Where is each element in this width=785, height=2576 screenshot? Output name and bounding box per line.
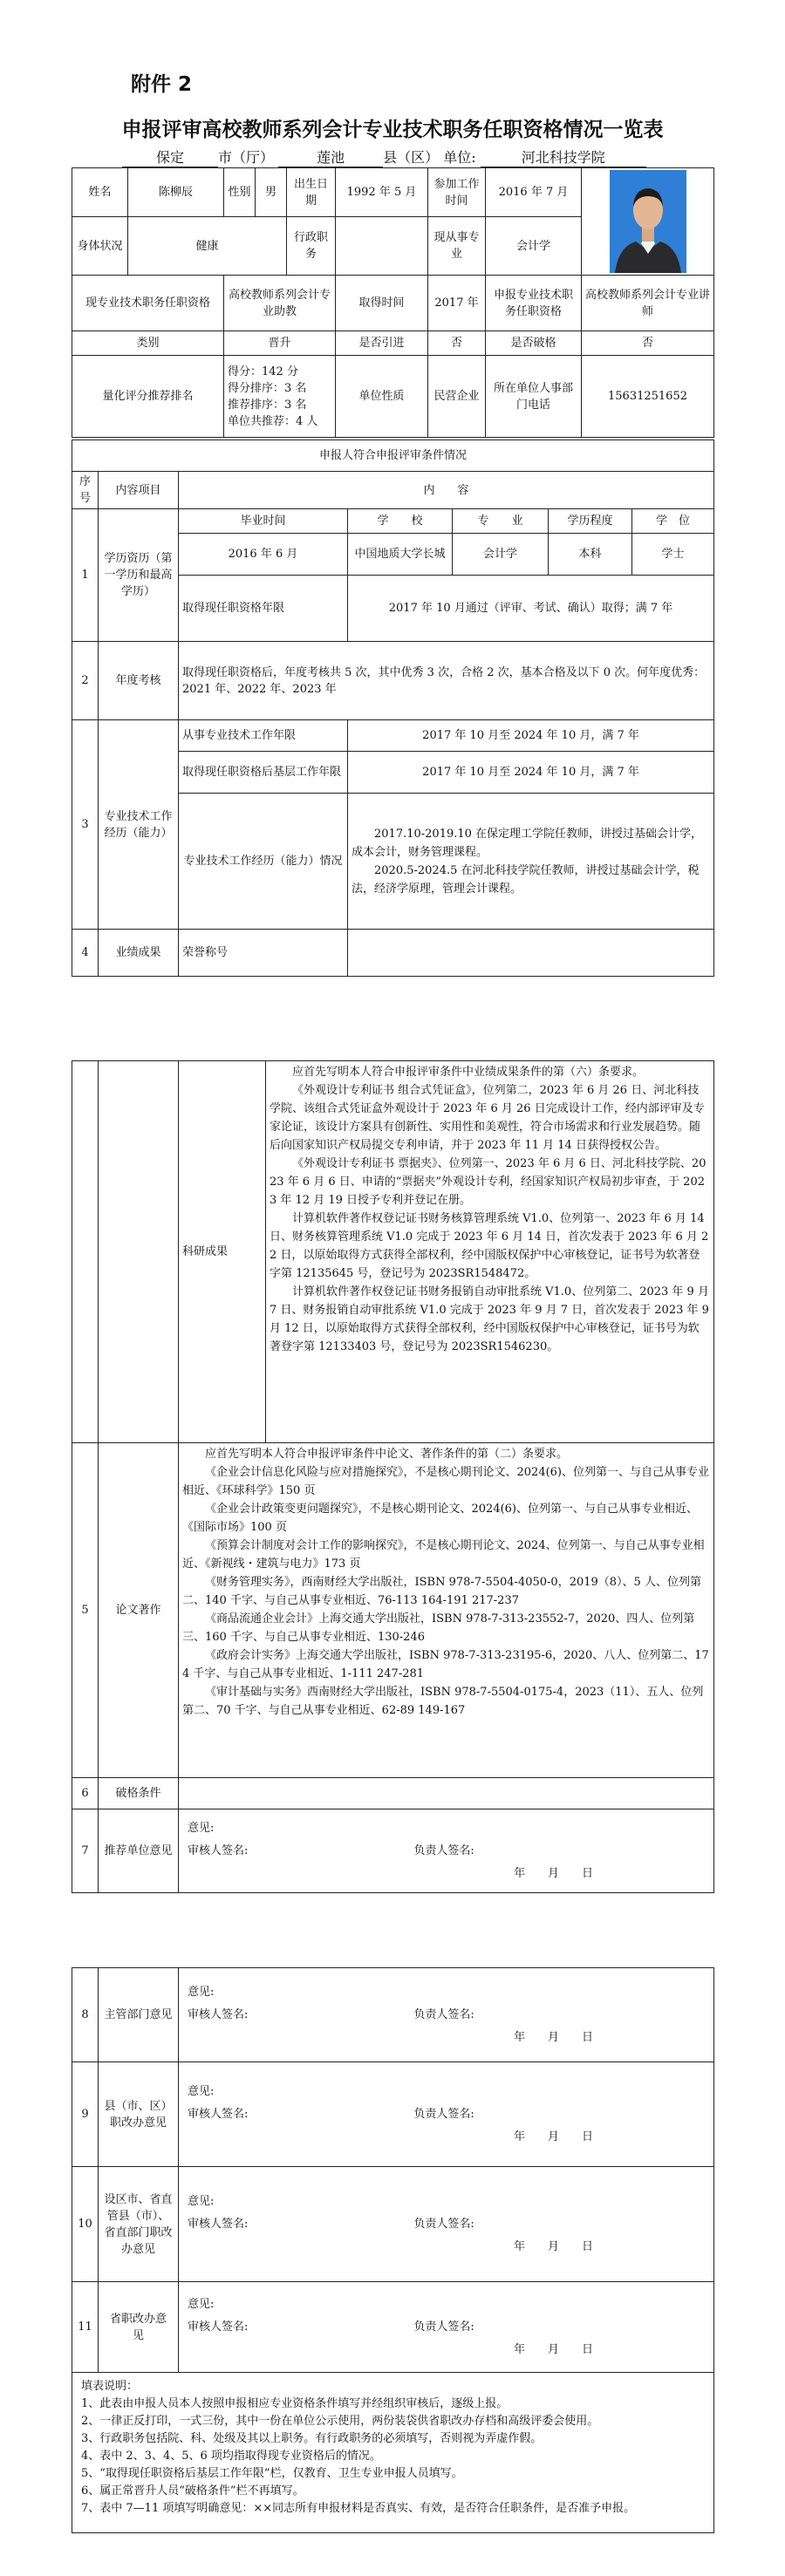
paper-line: 应首先写明本人符合申报评审条件中论文、著作条件的第（二）条要求。 — [205, 1448, 569, 1461]
score-label: 量化评分推荐排名 — [72, 356, 224, 438]
date-line: 年 月 日 — [514, 2030, 594, 2044]
obtain-time-value: 2017 年 — [428, 276, 486, 331]
paper-line: 《企业会计信息化风险与应对措施探究》，不是核心期刊论文、2024(6)、位列第一、与自己从事专业相近、《环球科学》150 页 — [182, 1466, 709, 1497]
research-para: 计算机软件著作权登记证书财务报销自动审批系统 V1.0、位列第二、2023 年 9 月 7 日、财务报销自动审批系统 V1.0 完成于 2023 年 9 月 7 日，首次发表于 2023 年 9 月 12 日，以原始取得方式获得全部权利，经中国版权保护中心审核登记，证书号为软著登字第 12133403 号，登记号为 2023SR1546230。 — [270, 1285, 709, 1353]
score-line: 推荐排序：3 名 — [228, 398, 307, 412]
county-opinion — [179, 2062, 714, 2167]
birth-value: 1992 年 5 月 — [336, 168, 428, 217]
name-value: 陈柳辰 — [128, 168, 224, 217]
note-item: 2、一律正反打印，一式三份，其中一份在单位公示使用，两份装袋供省职改办存档和高级评委会使用。 — [81, 2415, 599, 2428]
score-line: 得分排序：3 名 — [228, 381, 307, 395]
row-8-label: 主管部门意见 — [99, 1968, 179, 2062]
introduced-value: 否 — [428, 331, 486, 356]
content-header: 内 容 — [179, 472, 714, 509]
reviewer-sign-label: 审核人签名: — [188, 2007, 249, 2021]
research-item — [99, 1061, 179, 1443]
work-start-label: 参加工作时间 — [428, 168, 486, 217]
date-line: 年 月 日 — [514, 2130, 594, 2143]
apply-title-label: 申报专业技术职务任职资格 — [486, 276, 582, 331]
admin-value — [336, 217, 428, 276]
paper-line: 《财务管理实务》，西南财经大学出版社，ISBN 978-7-5504-4050-0，2019（8）、5 人、位列第二、140 千字、与自己从事专业相近、76-113 164-191 217-237 — [182, 1576, 701, 1607]
grassroots-years-label: 取得现任职资格后基层工作年限 — [179, 752, 348, 794]
reviewer-sign-label: 审核人签名: — [188, 2320, 249, 2334]
row-3-label: 专业技术工作经历（能力） — [99, 720, 179, 930]
signature-line — [182, 2103, 710, 2126]
row-11-label: 省职改办意 见 — [99, 2282, 179, 2373]
date-line: 年 月 日 — [514, 2239, 594, 2253]
document-title: 申报评审高校教师系列会计专业技术职务任职资格情况一览表 — [121, 119, 664, 141]
work-start-value: 2016 年 7 月 — [486, 168, 582, 217]
research-seq — [72, 1061, 99, 1443]
row-2-label: 年度考核 — [99, 642, 179, 720]
score-values — [224, 356, 336, 438]
category-value: 晋升 — [224, 331, 336, 356]
research-para: 《外观设计专利证书 组合式凭证盒》，位列第二，2023 年 6 月 26 日、河北科技学院、该组合式凭证盒外观设计于 2023 年 6 月 26 日完成设计工作，经内部评审及专家论证，该设计方案具有创新性、实用性和美观性，符合市场需求和行业发展趋势。随后向国家知识产权局提交专利申请，并于 2023 年 11 月 14 日获得授权公告。 — [270, 1084, 705, 1152]
opinion-label: 意见: — [188, 1821, 215, 1835]
row-7-seq: 7 — [72, 1809, 99, 1893]
qualification-years-value: 2017 年 10 月通过（评审、考试、确认）取得；满 7 年 — [348, 576, 714, 642]
work-experience-line: 2017.10-2019.10 在保定理工学院任教师，讲授过基础会计学，成本会计，财务管理课程。 — [352, 827, 703, 859]
reviewer-sign-label: 审核人签名: — [188, 1843, 249, 1857]
row-9-seq: 9 — [72, 2062, 99, 2167]
approvals-table — [72, 1967, 714, 2533]
row-3-seq: 3 — [72, 720, 99, 930]
note-item: 1、此表由申报人员本人按照申报相应专业资格条件填写并经组织审核后，逐级上报。 — [81, 2397, 509, 2410]
score-line: 得分：142 分 — [228, 365, 298, 378]
seq-header: 序号 — [72, 472, 99, 509]
signature-line — [182, 2213, 710, 2236]
paper-line: 《审计基础与实务》西南财经大学出版社，ISBN 978-7-5504-0175-4，2023（11）、五人、位列第二、70 千字、与自己从事专业相近、62-89 149-167 — [182, 1686, 704, 1717]
health-value: 健康 — [128, 217, 287, 276]
category-label: 类别 — [72, 331, 224, 356]
row-5-seq: 5 — [72, 1443, 99, 1778]
row-4-label: 业绩成果 — [99, 930, 179, 977]
research-label: 科研成果 — [179, 1061, 266, 1443]
opinion-label: 意见: — [188, 1985, 215, 1999]
applicant-photo — [610, 170, 686, 273]
edu-col-major: 专 业 — [453, 509, 549, 534]
annual-review-text: 取得现任职资格后，年度考核共 5 次，其中优秀 3 次，合格 2 次，基本合格及以下 0 次。何年度优秀：2021 年、2022 年、2023 年 — [179, 642, 714, 720]
county-label: 县（区） — [383, 149, 440, 166]
unit-label: 单位: — [443, 149, 476, 166]
research-para: 应首先写明本人符合申报评审条件中业绩成果条件的第（六）条要求。 — [292, 1066, 645, 1079]
leader-sign-label: 负责人签名: — [413, 2007, 474, 2021]
major-label: 现从事专业 — [428, 217, 486, 276]
sex-label: 性别 — [224, 168, 256, 217]
hr-phone-label: 所在单位人事部门电话 — [486, 356, 582, 438]
obtain-time-label: 取得时间 — [336, 276, 428, 331]
reviewer-sign-label: 审核人签名: — [188, 2107, 249, 2121]
score-line: 单位共推荐：4 人 — [228, 414, 318, 428]
date-line: 年 月 日 — [514, 2342, 594, 2356]
unit-nature-label: 单位性质 — [336, 356, 428, 438]
row-5-label: 论文著作 — [99, 1443, 179, 1778]
unit-nature-value: 民营企业 — [428, 356, 486, 438]
conditions-table — [72, 440, 714, 977]
research-para: 计算机软件著作权登记证书财务核算管理系统 V1.0、位列第一、2023 年 6 月 14 日、财务核算管理系统 V1.0 完成于 2023 年 6 月 14 日，首次发表于 2023 年 6 月 22 日，以原始取得方式获得全部权利，经中国版权保护中心审核登记，证书号为软著登字第 12135645 号，登记号为 2023SR1548472。 — [270, 1212, 709, 1280]
edu-graduation: 2016 年 6 月 — [179, 534, 348, 576]
research-text — [266, 1061, 714, 1443]
row-6-seq: 6 — [72, 1778, 99, 1809]
signature-line — [182, 2316, 710, 2339]
row-1-label: 学历资历（第一学历和最高学历） — [99, 509, 179, 642]
work-experience-label: 专业技术工作经历（能力）情况 — [179, 794, 348, 930]
work-experience-text — [348, 794, 714, 930]
unit-value: 河北科技学院 — [481, 147, 646, 167]
leader-sign-label: 负责人签名: — [413, 2107, 474, 2121]
paper-line: 《预算会计制度对会计工作的影响探究》，不是核心期刊论文、2024、位列第一、与自己从事专业相近、《新视线・建筑与电力》173 页 — [182, 1539, 705, 1571]
qualification-years-label: 取得现任职资格年限 — [179, 576, 348, 642]
edu-degree: 学士 — [632, 534, 714, 576]
notes-title: 填表说明： — [81, 2380, 139, 2393]
row-8-seq: 8 — [72, 1968, 99, 2062]
row-10-label: 设区市、省直管县（市）、省直部门职改办意见 — [99, 2167, 179, 2282]
date-line: 年 月 日 — [514, 1866, 594, 1880]
row-10-seq: 10 — [72, 2167, 99, 2282]
health-label: 身体状况 — [72, 217, 128, 276]
fill-instructions — [72, 2373, 714, 2533]
work-years-label: 从事专业技术工作年限 — [179, 720, 348, 752]
apply-title-value: 高校教师系列会计专业讲师 — [582, 276, 714, 331]
edu-col-degree: 学 位 — [632, 509, 714, 534]
county-value: 莲池 — [278, 147, 383, 167]
attachment-label: 附件 2 — [131, 73, 193, 96]
conditions-section-title: 申报人符合申报评审条件情况 — [72, 440, 714, 472]
opinion-label: 意见: — [188, 2194, 215, 2208]
row-2-seq: 2 — [72, 642, 99, 720]
note-item: 6、属正常晋升人员“破格条件”栏不再填写。 — [81, 2484, 304, 2498]
research-achievements-table — [72, 1060, 714, 1443]
work-years-value: 2017 年 10 月至 2024 年 10 月，满 7 年 — [348, 720, 714, 752]
paper-line: 《企业会计政策变更问题探究》，不是核心期刊论文、2024(6)、位列第一、与自己从事专业相近、《国际市场》100 页 — [182, 1503, 698, 1534]
recommend-opinion — [179, 1809, 714, 1893]
note-item: 5、“取得现任职资格后基层工作年限”栏，仅教育、卫生专业申报人员填写。 — [81, 2467, 463, 2480]
papers-text — [179, 1443, 714, 1778]
introduced-label: 是否引进 — [336, 331, 428, 356]
row-4-seq: 4 — [72, 930, 99, 977]
row-1-seq: 1 — [72, 509, 99, 642]
current-title-value: 高校教师系列会计专业助教 — [224, 276, 336, 331]
papers-table — [72, 1442, 714, 1893]
leader-sign-label: 负责人签名: — [413, 2217, 474, 2231]
row-6-label: 破格条件 — [99, 1778, 179, 1809]
signature-line — [182, 2004, 710, 2027]
edu-level: 本科 — [549, 534, 632, 576]
edu-school: 中国地质大学长城 — [348, 534, 453, 576]
row-7-label: 推荐单位意见 — [99, 1809, 179, 1893]
honor-value — [348, 930, 714, 977]
honor-label: 荣誉称号 — [179, 930, 348, 977]
paper-line: 《商品流通企业会计》上海交通大学出版社，ISBN 978-7-313-23552-7，2020、四人、位列第三、160 千字、与自己从事专业相近、130-246 — [182, 1612, 695, 1644]
name-label: 姓名 — [72, 168, 128, 217]
signature-line — [182, 1840, 710, 1863]
work-experience-line: 2020.5-2024.5 在河北科技学院任教师，讲授过基础会计学，税法，经济学原理，管理会计课程。 — [352, 863, 700, 896]
note-item: 3、行政职务包括院、科、处级及其以上职务。有行政职务的必须填写，否则视为弄虚作假。 — [81, 2432, 543, 2445]
edu-col-school: 学 校 — [348, 509, 453, 534]
major-value: 会计学 — [486, 217, 582, 276]
photo-cell — [582, 168, 714, 276]
row-9-label: 县（市、区）职改办意见 — [99, 2062, 179, 2167]
note-item: 7、表中 7—11 项填写明确意见：××同志所有申报材料是否真实、有效，是否符合任职条件，是否准予申报。 — [81, 2502, 636, 2515]
location-line — [122, 147, 689, 167]
leader-sign-label: 负责人签名: — [413, 1843, 474, 1857]
research-para: 《外观设计专利证书 票据夹》、位列第一、2023 年 6 月 6 日、河北科技学院、2023 年 6 月 6 日、申请的“票据夹”外观设计专利，经国家知识产权局初步审查，于 2023 年 12 月 19 日授予专利并登记在册。 — [270, 1157, 706, 1207]
exceptional-label: 是否破格 — [486, 331, 582, 356]
current-title-label: 现专业技术职务任职资格 — [72, 276, 224, 331]
opinion-label: 意见: — [188, 2297, 215, 2311]
edu-col-level: 学历程度 — [549, 509, 632, 534]
edu-col-graduation: 毕业时间 — [179, 509, 348, 534]
item-header: 内容项目 — [99, 472, 179, 509]
hr-phone-value: 15631251652 — [582, 356, 714, 438]
exceptional-value: 否 — [582, 331, 714, 356]
paper-line: 《政府会计实务》上海交通大学出版社，ISBN 978-7-313-23195-6，2020、八人、位列第二、174 千字、与自己从事专业相近、1-111 247-281 — [182, 1649, 709, 1680]
province-opinion — [179, 2282, 714, 2373]
basic-info-table — [72, 167, 714, 438]
reviewer-sign-label: 审核人签名: — [188, 2217, 249, 2231]
edu-major: 会计学 — [453, 534, 549, 576]
grassroots-years-value: 2017 年 10 月至 2024 年 10 月，满 7 年 — [348, 752, 714, 794]
city-opinion — [179, 2167, 714, 2282]
city-label: 市（厅） — [218, 149, 275, 166]
exception-value — [179, 1778, 714, 1809]
portrait-icon — [610, 170, 686, 273]
sex-value: 男 — [256, 168, 287, 217]
city-value: 保定 — [122, 147, 218, 167]
admin-label: 行政职务 — [287, 217, 336, 276]
opinion-label: 意见: — [188, 2084, 215, 2098]
dept-opinion — [179, 1968, 714, 2062]
birth-label: 出生日期 — [287, 168, 336, 217]
row-11-seq: 11 — [72, 2282, 99, 2373]
leader-sign-label: 负责人签名: — [413, 2320, 474, 2334]
note-item: 4、表中 2、3、4、5、6 项均指取得现专业资格后的情况。 — [81, 2450, 381, 2463]
